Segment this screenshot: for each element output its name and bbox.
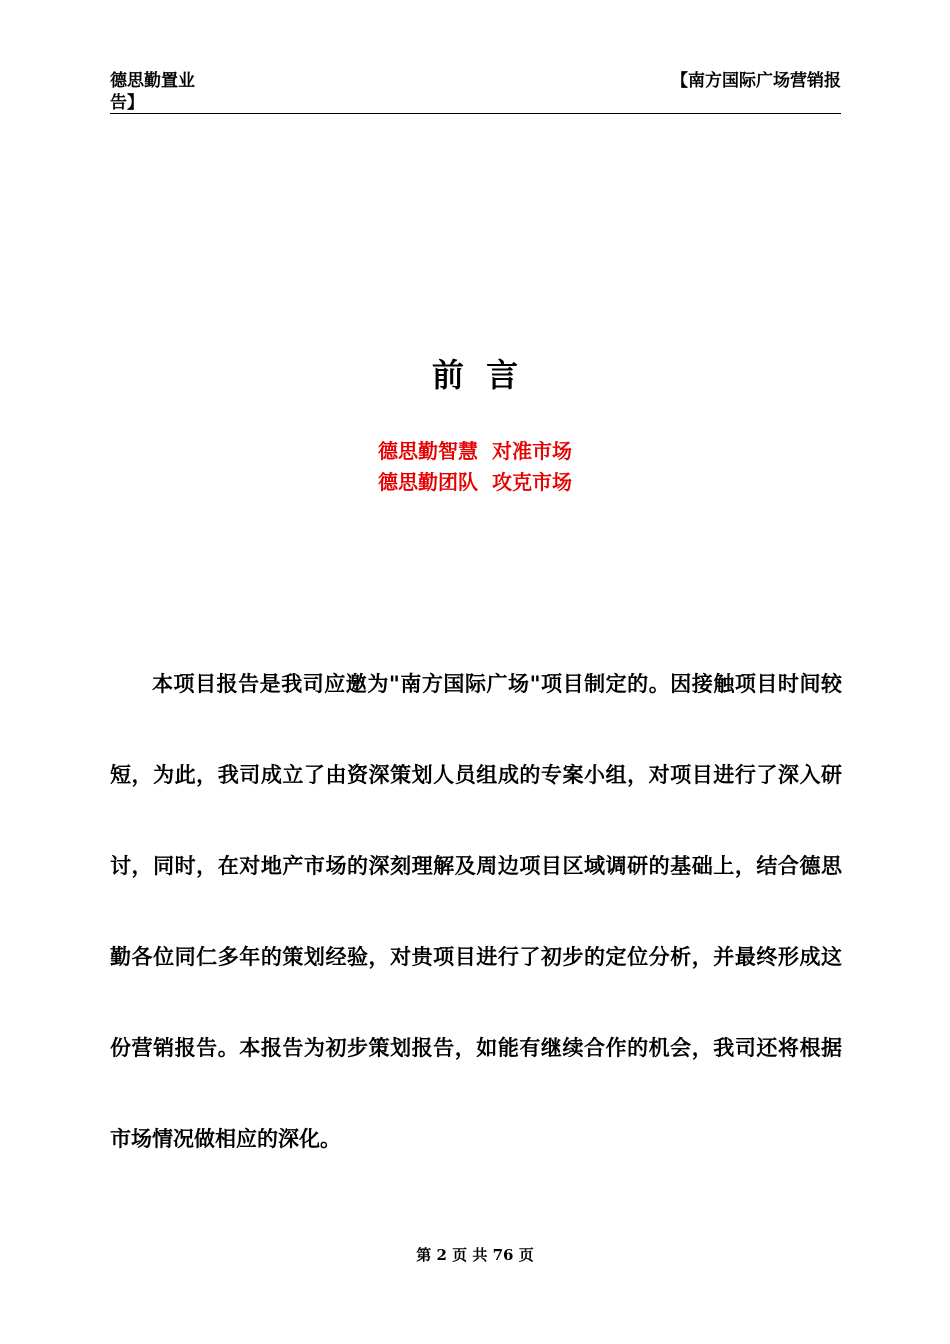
header-report-title: 【南方国际广场营销报: [671, 71, 841, 91]
page-title-text: 前 言: [431, 356, 519, 394]
slogan-block: [0, 436, 950, 498]
slogan-line: 德思勤智慧 对准市场: [378, 439, 572, 463]
preface-paragraph: 本项目报告是我司应邀为"南方国际广场"项目制定的。因接触项目时间较短，为此，我司成立了由资深策划人员组成的专案小组，对项目进行了深入研讨，同时，在对地产市场的深刻理解及周边项目区域调研的基础上，结合德思勤各位同仁多年的策划经验，对贵项目进行了初步的定位分析，并最终形成这份营销报告。本报告为初步策划报告，如能有继续合作的机会，我司还将根据市场情况做相应的深化。: [110, 671, 842, 1151]
page-footer: [0, 1244, 950, 1266]
header-company: 德思勤置业告】: [110, 71, 195, 113]
page-header: [110, 70, 841, 115]
header-divider: [110, 113, 841, 114]
page-title: [0, 350, 950, 400]
page-number: 第 2 页 共 76 页: [416, 1246, 534, 1264]
slogan-line: 德思勤团队 攻克市场: [378, 470, 572, 494]
